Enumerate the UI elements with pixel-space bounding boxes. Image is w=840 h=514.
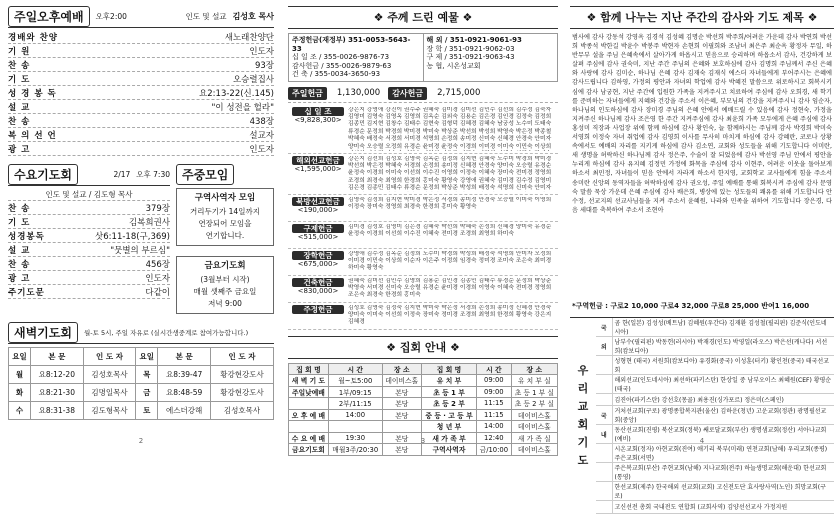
order-item-label: 찬 송 (8, 203, 31, 214)
wednesday-leader: 인도 및 설교 / 김도형 목사 (8, 188, 170, 201)
mission-side-char: 기 (577, 435, 589, 449)
dawn-cell: 김성호목사 (211, 402, 274, 420)
offering-group-label: 구제헌금 (292, 224, 344, 233)
offering-group-name (288, 197, 348, 219)
order-item-value: 다같이 (145, 287, 170, 298)
dawn-cell: 금 (136, 384, 158, 402)
offering-group-row (288, 154, 558, 195)
dawn-cell: 요8:48-59 (158, 384, 211, 402)
wednesday-order-row (8, 215, 170, 229)
offering-group-names: 김미경 김성호 김영미 김은경 김혜숙 박선희 박혜숙 손정희 신혜경 양미숙 유경순 윤정숙 이경희 이선희 이수진 이혜숙 전미경 조경희 최영희 하미숙 (348, 223, 552, 237)
notice-cell: 본당 (382, 398, 421, 410)
notice-cell: 데이비스홀 (511, 409, 557, 421)
sunday-offering-amount: 1,130,000 (336, 88, 381, 98)
prayer-title: ❖ 함께 나누는 지난 주간의 감사와 기도 제목 ❖ (570, 6, 834, 29)
dawn-column-header: 요일 (136, 348, 158, 366)
order-item-label: 광 고 (8, 144, 31, 155)
wednesday-header (8, 164, 170, 186)
cell-leader-line-2: 연장되어 모임을 (198, 219, 252, 228)
notice-column-header: 집 회 명 (421, 363, 476, 375)
offering-group-name (288, 278, 348, 300)
friday-prayer-box (176, 256, 274, 314)
mission-entries: 고신선전 총회 국내전도 연합회 (교회사역) 김양선선교사 가정지원 (612, 501, 834, 513)
dawn-prayer-section (8, 322, 274, 420)
dawn-cell: 황강현강도사 (211, 384, 274, 402)
notice-column-header: 장 소 (382, 363, 421, 375)
mission-table (596, 318, 834, 514)
mission-side-char: 회 (577, 417, 589, 431)
dawn-row (9, 366, 274, 384)
notice-cell: 유 치 부 (421, 375, 476, 387)
mission-entries: 시온교회(정자) 아현교회(진여) 애기리 북부(미래) 연천교회(남해) 우리교회(종평) 주은교회(서면) (612, 444, 834, 463)
order-item-value: 인도자 (249, 144, 274, 155)
dawn-row (9, 402, 274, 420)
order-item-label: 주기도문 (8, 287, 45, 298)
offering-group-amount: <675,000> (297, 259, 339, 268)
dawn-cell: 목 (136, 366, 158, 384)
dawn-header (8, 322, 274, 344)
order-item-value: 379장 (145, 203, 170, 214)
notice-cell: 구역사역자 (421, 444, 476, 456)
notice-cell: 수 요 예 배 (289, 432, 329, 444)
page-number: 2 (138, 437, 144, 445)
sunday-order-row (8, 128, 274, 142)
mission-row (596, 501, 834, 513)
notice-cell: 14:00 (328, 409, 382, 421)
offering-totals (288, 87, 558, 103)
cell-leader-meeting-box (176, 188, 274, 246)
offering-group-label: 장학헌금 (292, 251, 344, 260)
sunday-service-leader: 김성호 목사 (232, 12, 274, 21)
friday-prayer-line-2: 매월 셋째주 금요일 (193, 287, 257, 296)
mission-entries: 동산선교회(진평) 북산교회(정북) 쌔로달교회(부산) 생명샘교회(정산) 서아나교회(예비) (612, 425, 834, 444)
accounts-middle (423, 34, 558, 81)
notice-cell: 월~토5:00 (328, 375, 382, 387)
mission-entries: 주은복교회(부산) 주현교회(남해) 지나교회(전주) 하늘생명교회(해운대) 한선교회(통영) (612, 463, 834, 482)
mission-category (596, 444, 612, 463)
order-item-value: 인도자 (145, 273, 170, 284)
prayer-requests-text: 범사에 감사 강동석 강영옥 김경석 김성혜 김명순 박선희 박주희/어려운 가운데 감사 박연희 박선희 박종석 박한길 박윤수 박봉주 박현자 손현희 이필희와 조남녀 최은주 최순옥 황정자 무일, 하반무부 설을 주님 은혜속에서 살아가게 하옵시고 믿음으로 승리하며 하옵소서 감사, 건강하게 보살펴 주심에 감사 권숙미, 지난 주간 주님의 은혜와 보호하심에 감사 김명희 주님께서 주신 은혜와 사랑에 감사 김미순, 하나님 은혜 감사 김재숙 김재식 에스더 자녀들에게 부어주시는 은혜에 감사드립니다 김하영, 가정의 평안과 자녀의 학업에 감사 박혜진 말씀으로 위로하시고 회복시키심에 감사 남궁현, 지난 주간에 입원한 가족을 지켜주시고 치료하여 주심에 감사 오희경, 새 학기를 준비하는 자녀들에게 지혜와 건강을 주소서 이은혜, 부모님의 건강을 지켜주시니 감사 임순자, 하나님의 인도하심에 감사 장미경 주님의 은혜 안에서 예배드릴 수 있음에 감사 정현숙, 가정을 지켜주신 하나님께 감사 조은영 한 주간 지켜주심에 감사 최윤희 가족 모두에게 은혜 주심에 감사 홍성미 직장과 사업장 위에 함께 하심에 감사 황인숙, 늘 함께하시는 주님께 감사 박경희 박미숙 서영희 이정숙 자녀 취업에 감사 김영희 이사를 무사히 마치게 하심에 감사 강혜란, 코로나 상황 속에서도 예배의 자리를 지키게 하심에 감사 김소연, 교회와 성도들을 위해 기도합니다 이미란, 새 생명을 허락하신 하나님께 감사 정은주, 수술이 잘 되었음에 감사 박선영 주님 안에서 평안을 누리게 하심에 감사 유지혜 김정민 가정에 화목을 주심에 감사 이현주, 어려운 이웃을 돌아보게 하소서 최민정, 자녀들이 믿음 안에서 자라게 하소서 한지영, 교회학교 교사들에게 힘을 주소서 송미란 신앙의 동역자들을 허락하심에 감사 권오성, 주일 예배를 통해 회복시켜 주심에 감사 문영숙 말씀 묵상 가운데 은혜 주심에 감사 배은희, 병상에 있는 성도들의 쾌유를 위해 기도합니다 안수정, 선교지의 선교사님들을 지켜 주소서 윤혜원, 나라와 민족을 위하여 기도합니다 장은경, 다음 세대를 축복하여 주소서 조현아 (572, 34, 832, 214)
wednesday-order (8, 201, 170, 299)
order-item-value: 삿6:11-18(구,369) (95, 231, 170, 242)
order-item-value: 설교자 (249, 130, 274, 141)
dawn-cell: 에스더강해 (158, 402, 211, 420)
mission-support-section (570, 317, 834, 514)
offering-group-name (288, 251, 348, 273)
dawn-cell: 김도형목사 (83, 402, 136, 420)
sunday-order-row (8, 44, 274, 58)
notice-cell: 새 벽 기 도 (289, 375, 329, 387)
page-number: 4 (699, 437, 705, 445)
dawn-note: 월-토 5시, 주일 자유로 (실시간생중계로 참여가능합니다.) (83, 329, 249, 337)
dawn-cell: 요8:12-20 (30, 366, 83, 384)
sunday-service-header (8, 6, 274, 28)
mission-category (596, 501, 612, 513)
notice-cell: 중 등 · 고 등 부 (421, 409, 476, 421)
notice-cell: 매월3주/20:30 (328, 444, 382, 456)
mission-entries: 거처선교회(구로) 광명종합복지관(울산) 김하운(청년) 고운교회(정관) 광명필선교회(중앙) (612, 406, 834, 425)
mission-category: 국 (596, 406, 612, 425)
offering-group-label: 주정헌금 (292, 305, 344, 314)
dawn-column-header: 본 문 (30, 348, 83, 366)
sunday-offering-label: 주일헌금 (288, 87, 327, 100)
mission-entries: 한선교회(제주) 한국해외 선교회(교회) 고신전도단 효사랑사역(노인) 희망교회(구로) (612, 482, 834, 501)
offering-group-names: 김영숙 김정희 김지현 박미경 박은정 서경희 송미정 안경숙 오승렬 이미숙 이영희 이정숙 장미숙 정영희 최경숙 한경희 홍미숙 황영숙 (348, 196, 552, 210)
mission-row (596, 463, 834, 482)
notice-cell: 금요기도회 (289, 444, 329, 456)
order-item-value: 인도자 (249, 46, 274, 57)
notice-cell: 데이비스홀 (511, 421, 557, 433)
sunday-service-leader-role: 인도 및 설교 (185, 12, 227, 21)
order-item-label: 설 교 (8, 102, 31, 113)
friday-prayer-line-1: (3월부터 시작) (200, 275, 250, 284)
order-item-label: 기 도 (8, 217, 31, 228)
notice-cell: 오 후 예 배 (289, 409, 329, 421)
notice-column-header: 시 간 (328, 363, 382, 375)
mission-category (596, 463, 612, 482)
order-item-value: 오승렬집사 (232, 74, 274, 85)
offering-group-row (288, 222, 558, 249)
offering-name-lists (288, 105, 558, 330)
notice-cell: 11:15 (477, 398, 512, 410)
dawn-cell: 요8:31-38 (30, 402, 83, 420)
offering-group-row (288, 105, 558, 154)
notice-cell: 본당 (382, 444, 421, 456)
account-line: 구 제 / 351-0921-9063-43 (426, 53, 515, 61)
account-line: 감사헌금 / 355-0026-9879-63 (292, 61, 392, 70)
wednesday-order-row (8, 257, 170, 271)
cell-offering-summary: *구역헌금 : 구로2 10,000 구로4 32,000 구로8 25,000 반여1 16,000 (572, 302, 810, 310)
page-2 (0, 0, 282, 449)
mission-row (596, 406, 834, 425)
sunday-order-row (8, 142, 274, 156)
dawn-cell: 요8:39-47 (158, 366, 211, 384)
page-3 (282, 0, 564, 455)
notice-cell: 14:00 (477, 421, 512, 433)
cell-leader-line-1: 거리두기가 14일까지 (190, 207, 260, 216)
account-line: 건 축 / 355-0034-3650-93 (292, 70, 381, 78)
order-item-value: 김복희권사 (128, 217, 170, 228)
offering-group-row (288, 195, 558, 222)
order-item-label: 찬 송 (8, 116, 31, 127)
notice-cell: 청 년 부 (421, 421, 476, 433)
notice-cell: 1부/09:15 (328, 386, 382, 398)
order-item-label: 기 도 (8, 74, 31, 85)
notice-row (289, 398, 558, 410)
group-header (176, 164, 274, 185)
order-item-label: 설 교 (8, 245, 31, 256)
notice-cell: 데이비스홀 (382, 375, 421, 387)
notice-cell (289, 398, 329, 410)
notice-cell (289, 421, 329, 433)
accounts-left (289, 34, 423, 81)
order-item-label: 기 원 (8, 46, 31, 57)
notice-cell: 11:15 (477, 409, 512, 421)
order-item-value: 새노래찬양단 (224, 32, 274, 43)
mission-side-char: 리 (577, 381, 589, 395)
mission-entries: 해외선교(인도네시아) 최선하(파키스탄) 한상일 중 남부오이스 최혜원(CEF) 황평순(태국) (612, 375, 834, 394)
wednesday-order-row (8, 201, 170, 215)
offering-group-row (288, 249, 558, 276)
notice-cell: 초 등 1 부 (421, 386, 476, 398)
wednesday-title: 수요기도회 (8, 164, 78, 185)
notice-row (289, 444, 558, 456)
notice-cell: 19:30 (328, 432, 382, 444)
wednesday-order-row (8, 285, 170, 299)
notice-cell: 새 가 족 부 (421, 432, 476, 444)
notice-row (289, 421, 558, 433)
dawn-column-header: 요일 (9, 348, 31, 366)
dawn-cell: 화 (9, 384, 31, 402)
wednesday-order-row (8, 271, 170, 285)
notice-cell: 유 치 부 실 (511, 375, 557, 387)
notice-cell: 09:00 (477, 375, 512, 387)
offering-group-name (288, 305, 348, 327)
account-line: 농 협, 시온성교회 (426, 61, 481, 70)
page-4 (564, 0, 840, 512)
notice-row (289, 409, 558, 421)
mission-category (596, 482, 612, 501)
offering-group-amount: <830,000> (297, 286, 339, 295)
dawn-cell: 토 (136, 402, 158, 420)
notice-cell (328, 421, 382, 433)
dawn-schedule-table (8, 347, 274, 420)
notice-cell: 12:40 (477, 432, 512, 444)
dawn-column-header: 인 도 자 (211, 348, 274, 366)
mission-category: 외 (596, 337, 612, 356)
mission-category (596, 375, 612, 394)
mission-row (596, 318, 834, 337)
mission-row (596, 356, 834, 375)
friday-prayer-title: 금요기도회 (204, 261, 246, 271)
mission-category (596, 356, 612, 375)
notice-column-header: 집 회 명 (289, 363, 329, 375)
account-line: 장 학 / 351-0921-9062-03 (426, 44, 515, 53)
offering-group-label: 북방선교헌금 (292, 197, 344, 206)
dawn-cell: 수 (9, 402, 31, 420)
group-title: 주중모임 (176, 164, 234, 185)
offering-group-amount: <190,000> (297, 205, 339, 214)
account-line: 주정헌금(재정부) 351-0053-5643-33 (292, 36, 411, 53)
notice-cell: 초 등 2 부 실 (511, 398, 557, 410)
order-item-label: 성 경 봉 독 (8, 88, 57, 99)
offering-group-names: 강은지 강영애 강진이 권수주 권혜숙 김미경 김미선 김민수 김선희 김수정 김숙자 김영미 김영숙 김영옥 김영희 김옥순 김외숙 김용순 김은경 김인경 김정숙 김정희 김종민 김지현 김창수 김태수 김현숙 김형덕 김혜경 김혜숙 남궁성 노수미 도태숙 류경순 문정희 박경희 박미경 박미숙 박상준 박선희 박성희 박영숙 박은정 박종철 박혜숙 배정숙 서경희 서미경 석명희 손정희 송미정 신미숙 신혜경 안경숙 안미자 양미숙 오승렬 오정희 유경순 윤미경 윤정숙 이경희 이미경 이미숙 이민숙 이상희 (348, 106, 552, 150)
dawn-column-header: 인 도 자 (83, 348, 136, 366)
mission-side-char: 도 (577, 453, 589, 467)
mission-side-char: 우 (577, 363, 589, 377)
notice-cell: 주일낮예배 (289, 386, 329, 398)
notice-title: ❖ 집회 안내 ❖ (288, 336, 558, 359)
sunday-order-row (8, 86, 274, 100)
notice-column-header: 장 소 (511, 363, 557, 375)
order-item-label: 성경봉독 (8, 231, 45, 242)
notice-cell: 본당 (382, 432, 421, 444)
notice-cell: 본당 (382, 409, 421, 421)
dawn-cell: 요8:21-30 (30, 384, 83, 402)
offering-group-amount: <1,595,000> (294, 164, 342, 173)
midweek-section (8, 164, 274, 314)
mission-entries: 곰 한(일본) 김성성(베트남) 김혜원(우간다) 김재환 김성철(필리핀) 김준식(인도네시아) (612, 318, 834, 337)
sunday-service-time: 오후2:00 (95, 12, 127, 21)
offering-title: ❖ 주께 드린 예물 ❖ (288, 6, 558, 29)
offering-group-row (288, 276, 558, 303)
dawn-cell: 김명일목사 (83, 384, 136, 402)
offering-group-names: 강은지 김선희 김성호 김영숙 김옥순 김정희 김지현 김혜숙 노수미 박경희 박미경 박선희 박은정 박혜숙 서경희 손정희 송미정 신혜경 안경숙 양미숙 오승렬 유경순 윤정숙 이경희 이미숙 이선희 이수진 이영희 이정숙 이혜숙 장미숙 전미경 정영희 조경희 최경숙 최영희 한경희 홍미숙 황영숙 강영애 권혜숙 김미경 김수정 김영미 김은경 김종민 김태수 류경순 문정희 박상준 박성희 배정숙 석명희 신미숙 안미자 (348, 155, 552, 192)
dawn-title: 새벽기도회 (8, 322, 78, 343)
mission-row (596, 482, 834, 501)
dawn-row (9, 384, 274, 402)
dawn-cell: 월 (9, 366, 31, 384)
offering-group-names: 강영애 김수정 김옥순 김정희 노수미 박경희 박성희 배정숙 석명희 안미자 오정희 이미경 이민숙 이상희 이순자 이은주 이정희 임경숙 정미경 조미숙 조은숙 최미경 하미숙 황영숙 (348, 250, 552, 272)
notice-cell: 초 등 1 부 실 (511, 386, 557, 398)
dawn-column-header: 본 문 (158, 348, 211, 366)
account-line: 십 일 조 / 355-0026-9876-73 (292, 53, 390, 61)
mission-entries: 성형현 (태국) 서원희(캄보디아) 유경화(중국) 이성훈(터키) 황인천(중국) 태국선교회 (612, 356, 834, 375)
order-item-label: 광 고 (8, 273, 31, 284)
order-item-value: 요2:13-22(신.145) (199, 88, 274, 99)
offering-group-label: 십 일 조 (292, 107, 344, 116)
dawn-cell: 황강현강도사 (211, 366, 274, 384)
notice-cell: 2부/11:15 (328, 398, 382, 410)
offering-group-name (288, 107, 348, 151)
sunday-order-row (8, 58, 274, 72)
wednesday-date: 2/17 (113, 170, 131, 179)
dawn-cell: 김성호목사 (83, 366, 136, 384)
sunday-order-row (8, 72, 274, 86)
order-item-value: 93장 (254, 60, 274, 71)
offering-group-row (288, 303, 558, 330)
sunday-order-row (8, 100, 274, 114)
offering-group-amount: <515,000> (297, 232, 339, 241)
mission-row (596, 375, 834, 394)
sunday-order-row (8, 30, 274, 44)
notice-row (289, 386, 558, 398)
order-item-label: 복 의 선 언 (8, 130, 57, 141)
mission-entries: 남부수(필리핀) 박동헌(러시아) 박재경(인도) 박영일(라오스) 박은선(캐나다) 서선희(캄보디아) (612, 337, 834, 356)
order-item-value: "이 성전을 헐라" (211, 102, 274, 113)
bank-accounts (288, 33, 558, 82)
offering-group-amount: <9,828,300> (294, 115, 342, 124)
sunday-service-title: 주일오후예배 (8, 6, 90, 27)
offering-group-name (288, 156, 348, 192)
order-item-value: 438장 (249, 116, 274, 127)
offering-group-names: 김성호 김영숙 김정숙 김지현 박미숙 박은정 서경희 손정희 송미정 신혜경 안경숙 양미숙 이미숙 이선희 이정숙 장미숙 정미경 조경희 최영희 한경희 황영숙 강은지 김혜경 (348, 304, 552, 326)
mission-side-label (570, 318, 596, 514)
offering-group-label: 해외선교헌금 (292, 156, 344, 165)
offering-group-names: 권혜숙 김미선 김민수 김영희 김용순 김인경 김종민 김태수 류경순 문정희 박상준 박영숙 서미경 신미숙 오승렬 유경순 윤미경 이경희 이영숙 이혜숙 전미경 정영희 조은숙 최경숙 한경희 홍미숙 (348, 277, 552, 299)
sunday-order-row (8, 114, 274, 128)
mission-row (596, 337, 834, 356)
mission-side-char: 교 (577, 399, 589, 413)
notice-cell (382, 421, 421, 433)
mission-row (596, 394, 834, 406)
mission-row (596, 444, 834, 463)
offering-group-name (288, 224, 348, 246)
notice-cell: 본당 (382, 386, 421, 398)
order-item-value: 456장 (145, 259, 170, 270)
order-item-label: 경배와 찬양 (8, 32, 59, 43)
thanks-offering-label: 감사헌금 (388, 87, 427, 100)
order-item-label: 찬 송 (8, 259, 31, 270)
page-number: 3 (420, 437, 426, 445)
mission-entries: 김진아(파키스탄) 강선호(몽골) 최용진(싱가포르) 정은미(스페인) (612, 394, 834, 406)
notice-cell: 새 가 족 실 (511, 432, 557, 444)
cell-leader-line-3: 연기합니다. (205, 231, 245, 240)
notice-row (289, 375, 558, 387)
thanks-offering-amount: 2,715,000 (437, 88, 481, 98)
notice-cell: 초 등 2 부 (421, 398, 476, 410)
order-item-value: "뭇별의 부르심" (110, 245, 170, 256)
notice-cell: 09:00 (477, 386, 512, 398)
mission-category: 내 (596, 425, 612, 444)
friday-prayer-line-3: 저녁 9:00 (208, 299, 242, 308)
notice-cell: 금/10:00 (477, 444, 512, 456)
notice-cell: 데이비스홀 (511, 444, 557, 456)
sunday-service-order (8, 30, 274, 156)
order-item-label: 찬 송 (8, 60, 31, 71)
account-line: 해 외 / 351-0921-9061-93 (426, 36, 522, 44)
wednesday-order-row (8, 229, 170, 243)
mission-category (596, 394, 612, 406)
cell-leader-meeting-title: 구역사역자 모임 (194, 193, 256, 203)
offering-group-label: 건축헌금 (292, 278, 344, 287)
wednesday-time: 오후 7:30 (136, 170, 170, 179)
mission-category: 국 (596, 318, 612, 337)
wednesday-order-row (8, 243, 170, 257)
notice-column-header: 시 간 (477, 363, 512, 375)
